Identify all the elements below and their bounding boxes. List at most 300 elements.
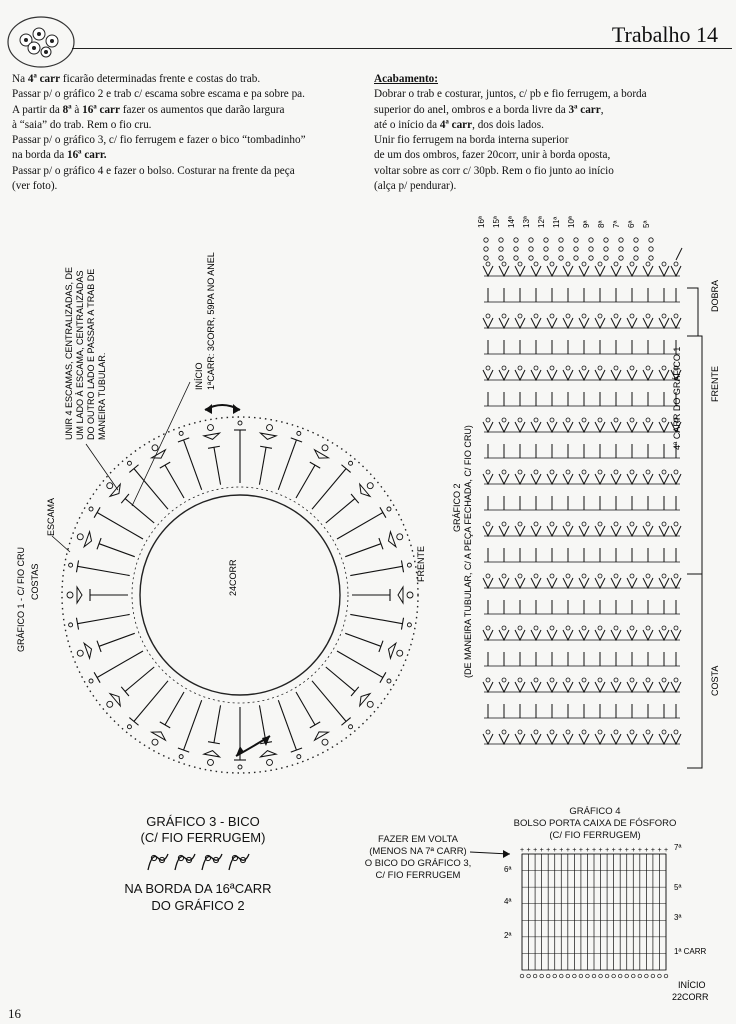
cross-stitch: + <box>624 847 629 854</box>
fan-stitch <box>563 682 573 692</box>
picot-loop <box>582 262 586 266</box>
fan-stitch <box>611 370 621 380</box>
grafico-3-title <box>128 814 278 846</box>
picot-loop <box>566 626 570 630</box>
picot-loop <box>614 574 618 578</box>
picot-loop <box>486 626 490 630</box>
escama-stitch <box>204 433 220 439</box>
chain-loop <box>349 725 353 729</box>
picot-loop <box>534 470 538 474</box>
row-number-label: 16ª <box>477 216 486 228</box>
fan-stitch <box>659 370 669 380</box>
escama-stitch <box>84 643 91 658</box>
bico-stitch <box>175 854 195 870</box>
picot-loop <box>598 418 602 422</box>
chain-loop <box>649 238 653 242</box>
fan-stitch <box>659 266 669 276</box>
picot-loop <box>152 739 158 745</box>
grafico-4-title-line: GRÁFICO 4 <box>569 806 621 817</box>
unir-line: UM LADO À ESCAMA, CENTRALIZADAS <box>75 270 85 440</box>
radial-stitch <box>350 614 402 623</box>
radial-stitch <box>214 705 221 742</box>
fan-stitch <box>563 578 573 588</box>
picot-loop <box>486 678 490 682</box>
picot-loop <box>598 730 602 734</box>
picot-loop <box>646 574 650 578</box>
chain-loop <box>179 755 183 759</box>
row-label-right: 3ª <box>674 913 682 922</box>
grafico-3-footer <box>118 880 278 914</box>
picot-loop <box>674 262 678 266</box>
row-number-label: 6ª <box>627 220 636 228</box>
fan-stitch <box>643 630 653 640</box>
fan-stitch <box>643 578 653 588</box>
picot-loop <box>486 470 490 474</box>
stitch-crossbar <box>351 687 359 696</box>
picot-loop <box>674 626 678 630</box>
escama-stitch <box>110 694 120 706</box>
dobra-label: DOBRA <box>710 279 720 312</box>
picot-loop <box>598 314 602 318</box>
escama-stitch <box>388 643 395 658</box>
fan-stitch <box>595 474 605 484</box>
chain-loop <box>89 507 93 511</box>
fan-stitch <box>579 318 589 328</box>
picot-loop <box>630 522 634 526</box>
chain-loop <box>179 431 183 435</box>
fan-stitch <box>563 526 573 536</box>
escama-stitch <box>152 450 166 458</box>
picot-loop <box>566 418 570 422</box>
chain-loop <box>544 247 548 251</box>
fan-stitch <box>627 578 637 588</box>
fan-stitch <box>531 682 541 692</box>
picot-loop <box>518 262 522 266</box>
frente-right-label: FRENTE <box>710 366 720 402</box>
picot-loop <box>550 470 554 474</box>
picot-loop <box>534 730 538 734</box>
picot-loop <box>502 574 506 578</box>
picot-loop <box>646 262 650 266</box>
fan-stitch <box>611 734 621 744</box>
fan-stitch <box>579 370 589 380</box>
acabamento-heading: Acabamento: <box>374 73 439 85</box>
fan-stitch <box>611 318 621 328</box>
picot-loop <box>486 366 490 370</box>
stitch-crossbar <box>129 465 138 473</box>
fan-stitch <box>531 578 541 588</box>
cross-stitch: + <box>605 847 610 854</box>
stitch-crossbar <box>94 672 100 682</box>
chain-loop <box>619 238 623 242</box>
fan-stitch <box>595 370 605 380</box>
instruction-line: Passar p/ o gráfico 4 e fazer o bolso. Costurar na frente da peça <box>12 164 295 177</box>
fan-stitch <box>531 734 541 744</box>
chain-loop <box>544 238 548 242</box>
picot-loop <box>550 418 554 422</box>
fan-stitch <box>547 630 557 640</box>
cross-stitch: + <box>664 847 669 854</box>
cross-stitch: + <box>644 847 649 854</box>
chain-loop <box>658 974 662 978</box>
fan-stitch <box>483 422 493 432</box>
chain-loop <box>533 974 537 978</box>
fan-stitch <box>547 526 557 536</box>
escama-stitch <box>77 587 82 603</box>
picot-loop <box>582 314 586 318</box>
radial-stitch <box>165 465 184 498</box>
chain-loop <box>529 238 533 242</box>
instructions-text <box>12 72 357 194</box>
fan-stitch <box>515 318 525 328</box>
chain-loop <box>544 256 548 260</box>
picot-loop <box>518 314 522 318</box>
fan-stitch <box>499 370 509 380</box>
unir-line: MANEIRA TUBULAR. <box>97 352 107 440</box>
carr-do-grafico-label: 4ª CARR DO GRÁFICO 1 <box>672 346 682 450</box>
radial-stitch <box>350 566 402 575</box>
acabamento-line: Unir fio ferrugem na borda interna superior <box>374 134 569 147</box>
header-rule <box>72 48 732 49</box>
picot-loop <box>550 314 554 318</box>
picot-loop <box>534 626 538 630</box>
cross-stitch: + <box>598 847 603 854</box>
fan-stitch <box>579 578 589 588</box>
picot-loop <box>502 678 506 682</box>
picot-loop <box>674 730 678 734</box>
chain-loop <box>520 974 524 978</box>
picot-loop <box>502 262 506 266</box>
chain-loop <box>579 974 583 978</box>
stitch-crossbar <box>121 687 129 696</box>
chain-loop <box>529 256 533 260</box>
chain-loop <box>484 247 488 251</box>
radial-stitch <box>184 440 202 490</box>
row-number-label: 9ª <box>582 220 591 228</box>
chain-loop <box>297 431 301 435</box>
fan-stitch <box>595 526 605 536</box>
fan-stitch <box>643 318 653 328</box>
fan-stitch <box>627 370 637 380</box>
picot-loop <box>614 262 618 266</box>
fan-stitch <box>611 630 621 640</box>
row-label-left: 6ª <box>504 865 512 874</box>
chain-loop <box>649 247 653 251</box>
picot-loop <box>550 626 554 630</box>
picot-loop <box>674 314 678 318</box>
fan-stitch <box>531 526 541 536</box>
radial-stitch <box>214 447 221 484</box>
chain-loop <box>297 755 301 759</box>
fan-stitch <box>547 578 557 588</box>
picot-loop <box>630 730 634 734</box>
grafico-2-sublabel: (DE MANEIRA TUBULAR, C/ A PEÇA FECHADA, C/ FIO CRU) <box>463 425 473 678</box>
fan-stitch <box>515 266 525 276</box>
fan-stitch <box>643 266 653 276</box>
fan-stitch <box>531 422 541 432</box>
chain-loop <box>649 256 653 260</box>
chain-loop <box>599 974 603 978</box>
radial-stitch <box>259 705 266 742</box>
picot-loop <box>550 678 554 682</box>
picot-loop <box>397 650 403 656</box>
chain-loop <box>540 974 544 978</box>
instruction-line: à “saia” do trab. Rem o fio cru. <box>12 118 152 131</box>
radial-stitch <box>326 667 355 691</box>
instruction-line: Passar p/ o gráfico 3, c/ fio ferrugem e fazer o bico “tombadinho” <box>12 134 306 147</box>
picot-loop <box>582 522 586 526</box>
picot-loop <box>598 678 602 682</box>
acabamento-line: de um dos ombros, fazer 20corr, unir à borda oposta, <box>374 149 611 162</box>
picot-loop <box>566 574 570 578</box>
chain-loop <box>529 247 533 251</box>
costa-label: COSTA <box>710 665 720 696</box>
fan-stitch <box>515 682 525 692</box>
picot-loop <box>566 522 570 526</box>
chain-loop <box>407 623 411 627</box>
cross-stitch: + <box>618 847 623 854</box>
picot-loop <box>267 759 273 765</box>
fan-stitch <box>531 474 541 484</box>
picot-loop <box>550 262 554 266</box>
picot-loop <box>502 626 506 630</box>
cross-stitch: + <box>520 847 525 854</box>
radial-stitch <box>337 513 383 540</box>
picot-loop <box>614 522 618 526</box>
picot-loop <box>646 678 650 682</box>
picot-loop <box>674 678 678 682</box>
fan-stitch <box>515 630 525 640</box>
picot-loop <box>646 522 650 526</box>
picot-loop <box>582 626 586 630</box>
stitch-crossbar <box>341 718 350 726</box>
fazer-line: FAZER EM VOLTA <box>378 834 458 845</box>
fan-stitch <box>499 318 509 328</box>
fan-stitch <box>595 318 605 328</box>
stitch-crossbar <box>310 462 320 468</box>
stitch-crossbar <box>310 722 320 728</box>
chain-loop <box>645 974 649 978</box>
fan-stitch <box>499 578 509 588</box>
picot-loop <box>518 678 522 682</box>
picot-loop <box>630 678 634 682</box>
fan-stitch <box>563 422 573 432</box>
frente-label: FRENTE <box>416 546 426 582</box>
fan-stitch <box>499 422 509 432</box>
inicio-label: INÍCIO <box>678 980 706 990</box>
picot-loop <box>397 534 403 540</box>
chain-loop <box>127 461 131 465</box>
escama-stitch <box>315 450 329 458</box>
picot-loop <box>614 366 618 370</box>
cross-stitch: + <box>631 847 636 854</box>
fan-stitch <box>627 422 637 432</box>
grafico-3-title-line: (C/ FIO FERRUGEM) <box>140 830 266 845</box>
chain-loop <box>589 256 593 260</box>
fan-stitch <box>547 422 557 432</box>
fazer-line: O BICO DO GRÁFICO 3, <box>364 858 472 869</box>
chain-loop <box>589 247 593 251</box>
fan-stitch <box>671 630 681 640</box>
radial-stitch <box>278 440 296 490</box>
fan-stitch <box>483 526 493 536</box>
escama-stitch <box>260 751 276 757</box>
fan-stitch <box>671 734 681 744</box>
fan-stitch <box>595 630 605 640</box>
picot-loop <box>646 366 650 370</box>
picot-loop <box>598 366 602 370</box>
chain-loop <box>238 421 242 425</box>
row-number-label: 8ª <box>597 220 606 228</box>
fan-stitch <box>659 474 669 484</box>
picot-loop <box>662 314 666 318</box>
fan-stitch <box>611 526 621 536</box>
fan-stitch <box>627 266 637 276</box>
fan-stitch <box>671 266 681 276</box>
stitch-crossbar <box>351 494 359 503</box>
logo-flower-icon <box>6 14 76 70</box>
instruction-line: na borda da 16ª carr. <box>12 149 107 162</box>
chain-loop <box>514 256 518 260</box>
fan-stitch <box>563 266 573 276</box>
picot-loop <box>598 262 602 266</box>
fan-stitch <box>643 474 653 484</box>
picot-loop <box>630 626 634 630</box>
cross-stitch: + <box>546 847 551 854</box>
grafico-4-diagram <box>470 842 736 1010</box>
fan-stitch <box>643 370 653 380</box>
fan-stitch <box>659 630 669 640</box>
picot-loop <box>674 522 678 526</box>
chain-loop <box>566 974 570 978</box>
instruction-line: (ver foto). <box>12 180 58 193</box>
instruction-line: Na 4ª carr ficarão determinadas frente e costas do trab. <box>12 73 261 85</box>
fan-stitch <box>547 734 557 744</box>
row-label-right: 7ª <box>674 843 682 852</box>
fan-stitch <box>563 734 573 744</box>
fan-stitch <box>563 630 573 640</box>
escama-label: ESCAMA <box>46 497 56 536</box>
fan-stitch <box>499 682 509 692</box>
chain-loop <box>499 247 503 251</box>
grafico-2-diagram <box>440 200 736 800</box>
picot-loop <box>550 574 554 578</box>
picot-loop <box>646 730 650 734</box>
radial-stitch <box>345 633 381 646</box>
picot-loop <box>614 470 618 474</box>
picot-loop <box>486 730 490 734</box>
grafico-4-title <box>495 806 695 842</box>
picot-loop <box>582 366 586 370</box>
stitch-crossbar <box>160 722 170 728</box>
stitch-crossbar <box>121 494 129 503</box>
picot-loop <box>534 418 538 422</box>
instruction-line: A partir da 8ª à 16ª carr fazer os aumentos que darão largura <box>12 103 285 116</box>
row-number-label: 12ª <box>537 216 546 228</box>
radial-stitch <box>312 469 346 510</box>
picot-loop <box>630 262 634 266</box>
unir-line: UNIR 4 ESCAMAS, CENTRALIZADAS, DE <box>64 266 74 440</box>
chain-loop <box>634 238 638 242</box>
escama-stitch <box>204 751 220 757</box>
fan-stitch <box>643 734 653 744</box>
picot-loop <box>407 592 413 598</box>
chain-loop <box>514 247 518 251</box>
picot-loop <box>518 470 522 474</box>
page-number: 16 <box>8 1006 21 1021</box>
fan-stitch <box>659 734 669 744</box>
chain-loop <box>238 765 242 769</box>
escama-stitch <box>152 732 166 740</box>
picot-loop <box>550 730 554 734</box>
fan-stitch <box>659 526 669 536</box>
radial-stitch <box>78 614 130 623</box>
unir-line: DO OUTRO LADO E PASSAR A TRAB DE <box>86 268 96 440</box>
picot-loop <box>486 522 490 526</box>
picot-loop <box>566 262 570 266</box>
fan-stitch <box>579 526 589 536</box>
grafico-1-stitches <box>62 417 418 773</box>
inicio-label: INÍCIO <box>194 362 204 390</box>
radial-stitch <box>99 544 135 557</box>
picot-loop <box>486 262 490 266</box>
fan-stitch <box>531 266 541 276</box>
escama-stitch <box>360 484 370 496</box>
chain-loop <box>559 256 563 260</box>
fan-stitch <box>611 578 621 588</box>
picot-loop <box>662 730 666 734</box>
picot-loop <box>566 314 570 318</box>
picot-loop <box>582 418 586 422</box>
row-number-label: 11ª <box>552 216 561 228</box>
picot-loop <box>662 522 666 526</box>
picot-loop <box>630 366 634 370</box>
picot-loop <box>662 626 666 630</box>
row-label-right: 1ª CARR <box>674 947 707 956</box>
picot-loop <box>566 730 570 734</box>
chain-loop <box>638 974 642 978</box>
chain-loop <box>387 507 391 511</box>
escama-stitch <box>260 433 276 439</box>
picot-loop <box>566 366 570 370</box>
inicio-detail-label: 1ªCARR: 3CORR, 59PA NO ANEL <box>206 252 216 390</box>
fan-stitch <box>611 474 621 484</box>
acabamento-line: voltar sobre as corr c/ 30pb. Rem o fio junto ao início <box>374 164 614 177</box>
chain-loop <box>634 256 638 260</box>
picot-loop <box>502 522 506 526</box>
picot-loop <box>646 470 650 474</box>
fan-stitch <box>659 318 669 328</box>
picot-loop <box>646 314 650 318</box>
escama-stitch <box>84 532 91 547</box>
stitch-crossbar <box>160 462 170 468</box>
picot-loop <box>518 522 522 526</box>
radial-stitch <box>312 681 346 722</box>
picot-loop <box>322 445 328 451</box>
radial-stitch <box>125 667 154 691</box>
fan-stitch <box>671 682 681 692</box>
fan-stitch <box>483 318 493 328</box>
picot-loop <box>534 262 538 266</box>
fan-stitch <box>531 318 541 328</box>
chain-loop <box>387 679 391 683</box>
fan-stitch <box>643 682 653 692</box>
row-number-label: 5ª <box>642 220 651 228</box>
chain-loop <box>619 247 623 251</box>
grafico-3-footer-line: NA BORDA DA 16ªCARR <box>124 881 272 896</box>
fan-stitch <box>671 474 681 484</box>
picot-loop <box>582 470 586 474</box>
